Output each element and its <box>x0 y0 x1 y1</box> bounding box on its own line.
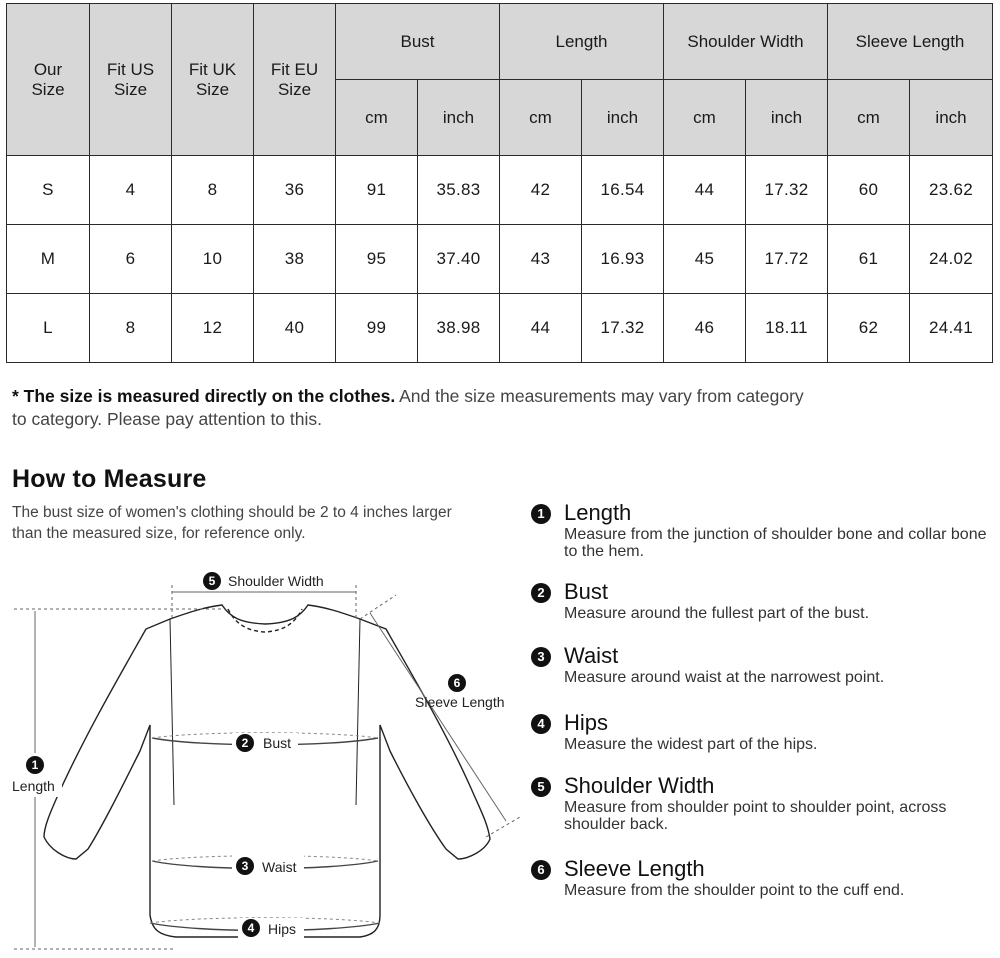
header-bust: Bust <box>336 4 500 80</box>
badge-4-number: 4 <box>247 921 255 935</box>
unit-inch: inch <box>746 80 828 156</box>
number-badge: 2 <box>531 583 551 603</box>
how-to-measure-subtitle: The bust size of women's clothing should be 2 to 4 inches larger than the measured size, for reference only. <box>12 504 452 542</box>
label-sleeve-length: Sleeve Length <box>415 694 505 710</box>
shoulder-width-measure <box>172 572 356 619</box>
header-length: Length <box>500 4 664 80</box>
label-hips: Hips <box>268 921 297 937</box>
badge-6-number: 6 <box>453 676 461 690</box>
badge-5-number: 5 <box>208 574 216 588</box>
definition-title: Sleeve Length <box>564 856 705 881</box>
definition-description: Measure the widest part of the hips. <box>564 736 818 753</box>
definition-title: Waist <box>564 643 619 668</box>
bust-measure <box>152 733 378 755</box>
table-cell: 61 <box>828 225 910 294</box>
garment-measurement-diagram <box>0 555 520 955</box>
label-length: Length <box>12 778 55 794</box>
label-bust: Bust <box>263 735 292 751</box>
sleeve-length-measure <box>360 595 520 837</box>
table-cell: 60 <box>828 156 910 225</box>
table-cell: 6 <box>90 225 172 294</box>
definition-description: Measure from the shoulder point to the cuff end. <box>564 882 905 899</box>
table-row <box>7 156 993 225</box>
table-cell: 16.93 <box>582 225 664 294</box>
badge-2-number: 2 <box>241 736 249 750</box>
waist-measure <box>152 855 378 877</box>
label-shoulder-width: Shoulder Width <box>228 573 324 589</box>
unit-inch: inch <box>582 80 664 156</box>
table-cell: 44 <box>500 294 582 363</box>
header-fit-us: Fit US Size <box>90 4 172 156</box>
badge-1-number: 1 <box>31 758 39 772</box>
table-cell: 44 <box>664 156 746 225</box>
table-row <box>7 225 993 294</box>
table-cell: 37.40 <box>418 225 500 294</box>
unit-cm: cm <box>500 80 582 156</box>
shirt-outline-icon <box>44 605 490 937</box>
table-cell: 99 <box>336 294 418 363</box>
number-badge: 3 <box>531 647 551 667</box>
table-cell: 38.98 <box>418 294 500 363</box>
table-row <box>7 294 993 363</box>
size-chart-table <box>6 3 993 363</box>
table-cell: 35.83 <box>418 156 500 225</box>
how-to-measure-title: How to Measure <box>12 465 207 493</box>
table-cell: 23.62 <box>910 156 993 225</box>
table-cell: 40 <box>254 294 336 363</box>
table-cell: 12 <box>172 294 254 363</box>
definition-description: Measure from shoulder point to shoulder point, across shoulder back. <box>564 799 947 833</box>
unit-cm: cm <box>828 80 910 156</box>
unit-cm: cm <box>336 80 418 156</box>
table-cell: 42 <box>500 156 582 225</box>
table-cell: L <box>7 294 90 363</box>
table-cell: 38 <box>254 225 336 294</box>
definition-description: Measure around waist at the narrowest point. <box>564 669 885 686</box>
size-note <box>12 385 812 431</box>
table-cell: 24.41 <box>910 294 993 363</box>
header-our-size: Our Size <box>7 4 90 156</box>
header-sleeve-length: Sleeve Length <box>828 4 993 80</box>
table-cell: 4 <box>90 156 172 225</box>
table-cell: 17.72 <box>746 225 828 294</box>
size-note-bold: * The size is measured directly on the clothes. <box>12 386 396 406</box>
number-badge: 5 <box>531 777 551 797</box>
table-cell: 24.02 <box>910 225 993 294</box>
number-badge: 1 <box>531 504 551 524</box>
definition-title: Bust <box>564 579 609 604</box>
definition-description: Measure around the fullest part of the bust. <box>564 605 870 622</box>
table-cell: 18.11 <box>746 294 828 363</box>
header-shoulder-width: Shoulder Width <box>664 4 828 80</box>
header-fit-eu: Fit EU Size <box>254 4 336 156</box>
table-cell: S <box>7 156 90 225</box>
definition-description: Measure from the junction of shoulder bone and collar bone to the hem. <box>564 526 987 560</box>
table-cell: 17.32 <box>746 156 828 225</box>
definition-title: Length <box>564 500 632 525</box>
table-cell: 43 <box>500 225 582 294</box>
table-cell: 8 <box>172 156 254 225</box>
table-cell: 8 <box>90 294 172 363</box>
table-cell: 62 <box>828 294 910 363</box>
table-cell: 36 <box>254 156 336 225</box>
unit-inch: inch <box>910 80 993 156</box>
definition-title: Shoulder Width <box>564 773 715 798</box>
table-cell: 16.54 <box>582 156 664 225</box>
table-cell: 46 <box>664 294 746 363</box>
badge-3-number: 3 <box>241 859 249 873</box>
number-badge: 4 <box>531 714 551 734</box>
table-cell: M <box>7 225 90 294</box>
table-cell: 17.32 <box>582 294 664 363</box>
table-cell: 91 <box>336 156 418 225</box>
label-waist: Waist <box>262 859 297 875</box>
definition-title: Hips <box>564 710 609 735</box>
length-measure <box>12 609 222 949</box>
table-cell: 10 <box>172 225 254 294</box>
table-cell: 95 <box>336 225 418 294</box>
unit-cm: cm <box>664 80 746 156</box>
header-fit-uk: Fit UK Size <box>172 4 254 156</box>
size-note-rest: And the size measurements may vary from category to category. Please pay attention to this. <box>12 386 804 429</box>
table-cell: 45 <box>664 225 746 294</box>
unit-inch: inch <box>418 80 500 156</box>
number-badge: 6 <box>531 860 551 880</box>
